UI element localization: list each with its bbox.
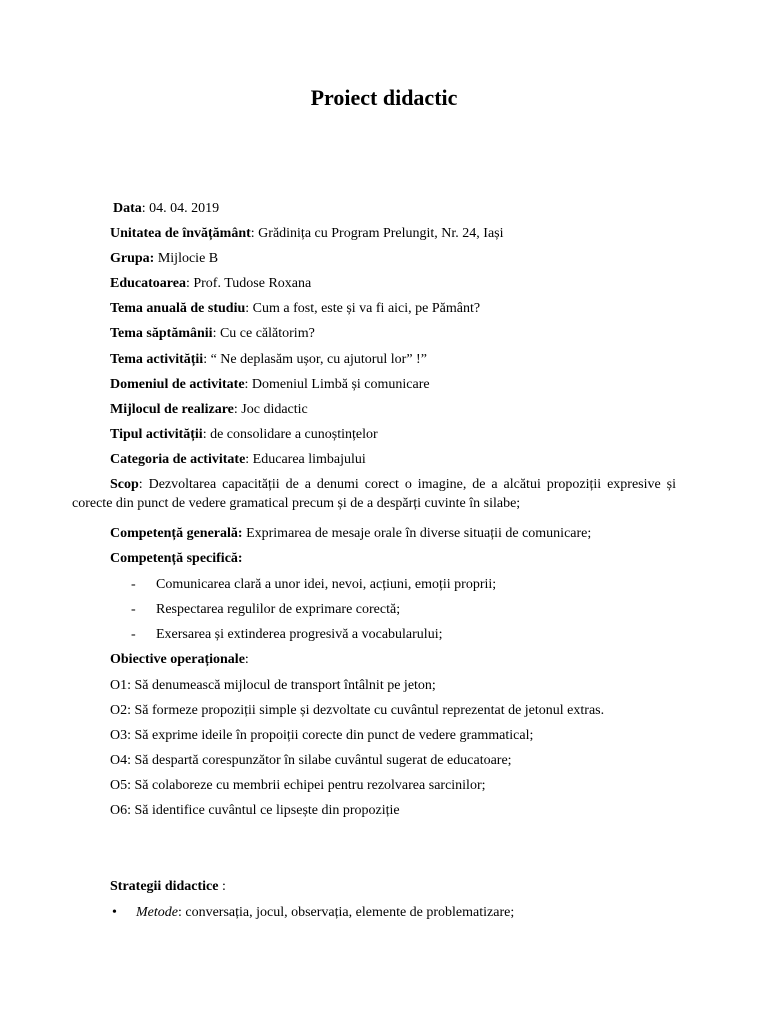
objectives-label-suffix: : xyxy=(244,652,249,667)
objectives-label: Obiective operaționale xyxy=(110,652,245,667)
field-label: Categoria de activitate xyxy=(110,452,246,467)
field-value: : “ Ne deplasăm ușor, cu ajutorul lor” !” xyxy=(203,352,427,367)
general-competence xyxy=(110,525,591,543)
field-value: : Joc didactic xyxy=(233,402,308,417)
objective-item: O2: Să formeze propoziții simple și dezvoltate cu cuvântul reprezentat de jetonul extras. xyxy=(110,703,605,718)
methods-value: : conversația, jocul, observația, elemente de problematizare; xyxy=(177,905,515,920)
field-activity-category xyxy=(110,451,366,469)
field-domain xyxy=(110,376,430,394)
objectives-heading xyxy=(110,651,249,669)
field-label: Educatoarea xyxy=(110,276,186,291)
methods-label: Metode xyxy=(136,905,178,920)
field-annual-theme xyxy=(110,300,480,318)
field-value: : Educarea limbajului xyxy=(245,452,366,467)
strategies-label: Strategii didactice xyxy=(110,879,219,894)
objective-item: O5: Să colaboreze cu membrii echipei pentru rezolvarea sarcinilor; xyxy=(110,778,486,793)
objective-item: O1: Să denumească mijlocul de transport întâlnit pe jeton; xyxy=(110,678,436,693)
field-group xyxy=(110,250,218,268)
field-value: Mijlocie B xyxy=(154,251,219,266)
field-means xyxy=(110,401,308,419)
general-competence-label: Competență generală: xyxy=(110,526,243,541)
dash-bullet: - xyxy=(131,577,136,592)
field-value: : de consolidare a cunoștințelor xyxy=(202,427,378,442)
field-label: Tema anuală de studiu xyxy=(110,301,246,316)
field-label: Tema săptămânii xyxy=(110,326,213,341)
field-value: : Cu ce călătorim? xyxy=(212,326,315,341)
field-value: : 04. 04. 2019 xyxy=(141,201,220,216)
field-value: : Prof. Tudose Roxana xyxy=(185,276,312,291)
specific-competence-heading xyxy=(110,550,243,568)
field-value: : Cum a fost, este și va fi aici, pe Pământ? xyxy=(245,301,481,316)
field-label: Domeniul de activitate xyxy=(110,377,245,392)
field-label: Tema activității xyxy=(110,352,204,367)
specific-competence-item: Exersarea și extinderea progresivă a vocabularului; xyxy=(156,627,443,642)
field-label: Grupa: xyxy=(110,251,155,266)
specific-competence-label: Competență specifică: xyxy=(110,551,243,566)
field-date xyxy=(113,200,219,218)
objective-item: O6: Să identifice cuvântul ce lipsește din propoziție xyxy=(110,803,400,818)
specific-competence-item: Respectarea regulilor de exprimare corectă; xyxy=(156,602,401,617)
scope-line-2: corecte din punct de vedere gramatical precum și de a despărți cuvinte în silabe; xyxy=(72,496,521,511)
field-teacher xyxy=(110,275,311,293)
strategies-label-suffix: : xyxy=(218,879,226,894)
field-label: Data xyxy=(113,201,142,216)
field-value: : Grădinița cu Program Prelungit, Nr. 24, Iași xyxy=(250,226,504,241)
field-label: Unitatea de învățământ xyxy=(110,226,251,241)
field-label: Tipul activității xyxy=(110,427,203,442)
scope-line-1 xyxy=(110,476,676,494)
methods-line xyxy=(136,904,514,922)
field-activity-type xyxy=(110,426,378,444)
dash-bullet: - xyxy=(131,602,136,617)
field-value: : Domeniul Limbă și comunicare xyxy=(244,377,430,392)
dash-bullet: - xyxy=(131,627,136,642)
field-week-theme xyxy=(110,325,315,343)
strategies-heading xyxy=(110,878,226,896)
scope-text-1: : Dezvoltarea capacității de a denumi corect o imagine, de a alcătui propoziții expresive și xyxy=(138,477,676,492)
general-competence-value: Exprimarea de mesaje orale în diverse situații de comunicare; xyxy=(242,526,592,541)
field-label: Mijlocul de realizare xyxy=(110,402,234,417)
bullet-icon: • xyxy=(112,905,117,920)
field-unit xyxy=(110,225,504,243)
objective-item: O4: Să despartă corespunzător în silabe cuvântul sugerat de educatoare; xyxy=(110,753,512,768)
specific-competence-item: Comunicarea clară a unor idei, nevoi, acțiuni, emoții proprii; xyxy=(156,577,497,592)
objective-item: O3: Să exprime ideile în propoiții corecte din punct de vedere grammatical; xyxy=(110,728,534,743)
field-activity-theme xyxy=(110,351,427,369)
document-title: Proiect didactic xyxy=(310,85,458,110)
scope-label: Scop xyxy=(110,477,139,492)
